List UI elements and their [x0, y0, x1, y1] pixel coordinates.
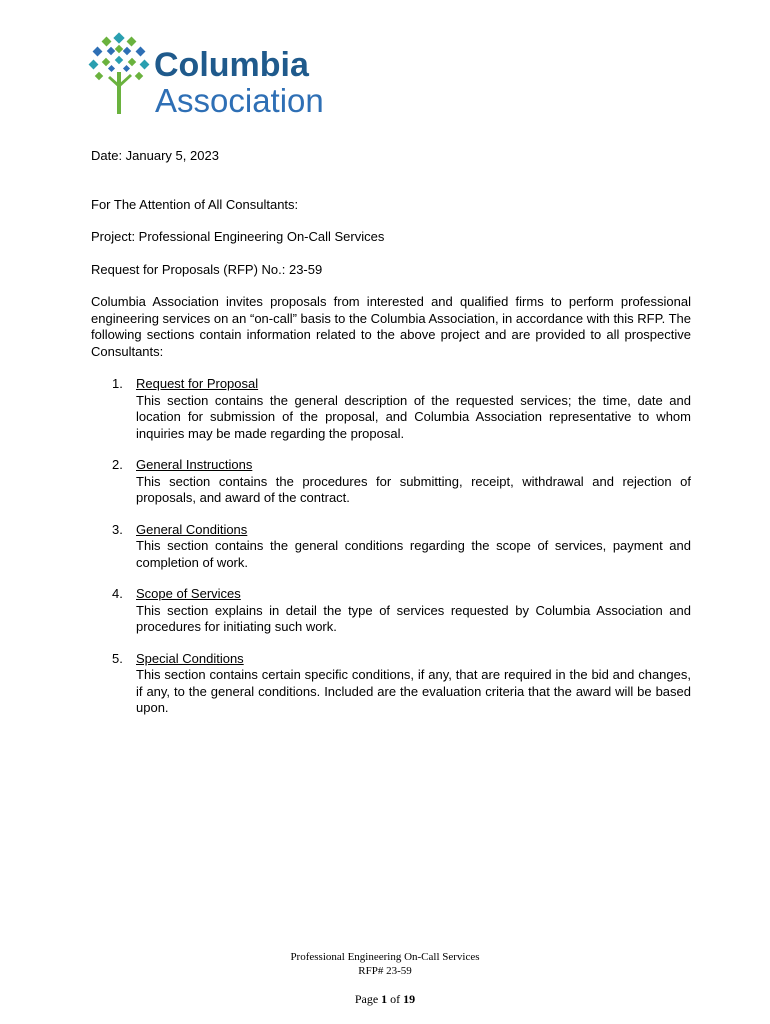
section-description: This section contains certain specific conditions, if any, that are required in the bid and changes, if any, to the general conditions. Included are the evaluation criteria that the award will be based upon. [136, 667, 691, 715]
section-item [91, 522, 691, 572]
footer-rfp-number: RFP# 23-59 [358, 965, 412, 977]
page-label: Page [354, 992, 379, 1006]
section-title: Special Conditions [136, 650, 244, 666]
footer-page-number [0, 992, 770, 1006]
section-list [91, 376, 691, 717]
section-item [91, 586, 691, 636]
section-title: Request for Proposal [136, 376, 259, 391]
columbia-association-logo [88, 32, 338, 116]
letter-intro-paragraph: Columbia Association invites proposals from interested and qualified firms to perform professional engineering services on an “on-call” basis to the Columbia Association, in accordance with this RFP. The following sections contain information related to the above project and are provided to all prospective Consultants: [91, 294, 691, 359]
page-current: 1 [381, 992, 388, 1006]
page-total: 19 [403, 992, 416, 1006]
section-title: General Instructions [136, 457, 253, 472]
letter-date: Date: January 5, 2023 [91, 148, 219, 163]
logo-wordmark-association: Association [155, 82, 324, 116]
section-description: This section contains the procedures for submitting, receipt, withdrawal and rejection of proposals, and award of the contract. [136, 473, 691, 505]
section-number: 2. [112, 457, 123, 472]
tree-logo-icon [88, 32, 338, 116]
section-title: General Conditions [136, 521, 248, 537]
logo-wordmark-columbia: Columbia [154, 46, 309, 84]
letter-rfp-number: Request for Proposals (RFP) No.: 23-59 [91, 262, 323, 277]
letter-salutation: For The Attention of All Consultants: [91, 197, 299, 212]
section-description: This section contains the general conditions regarding the scope of services, payment and completion of work. [136, 538, 691, 570]
section-description: This section contains the general description of the requested services; the time, date and location for submission of the proposal, and Columbia Association representative to whom inquiries may be made regarding the proposal. [136, 392, 691, 441]
section-number: 4. [112, 586, 123, 601]
section-item [91, 651, 691, 717]
section-item [91, 376, 691, 442]
section-number: 3. [112, 521, 123, 537]
footer-document-title: Professional Engineering On-Call Services [290, 951, 480, 963]
section-number: 1. [112, 376, 123, 391]
section-number: 5. [112, 650, 123, 666]
section-title: Scope of Services [136, 586, 241, 601]
section-description: This section explains in detail the type of services requested by Columbia Association and procedures for initiating such work. [136, 602, 691, 634]
letter-project: Project: Professional Engineering On-Call Services [91, 229, 385, 244]
section-item [91, 457, 691, 507]
page-of-label: of [390, 992, 401, 1006]
